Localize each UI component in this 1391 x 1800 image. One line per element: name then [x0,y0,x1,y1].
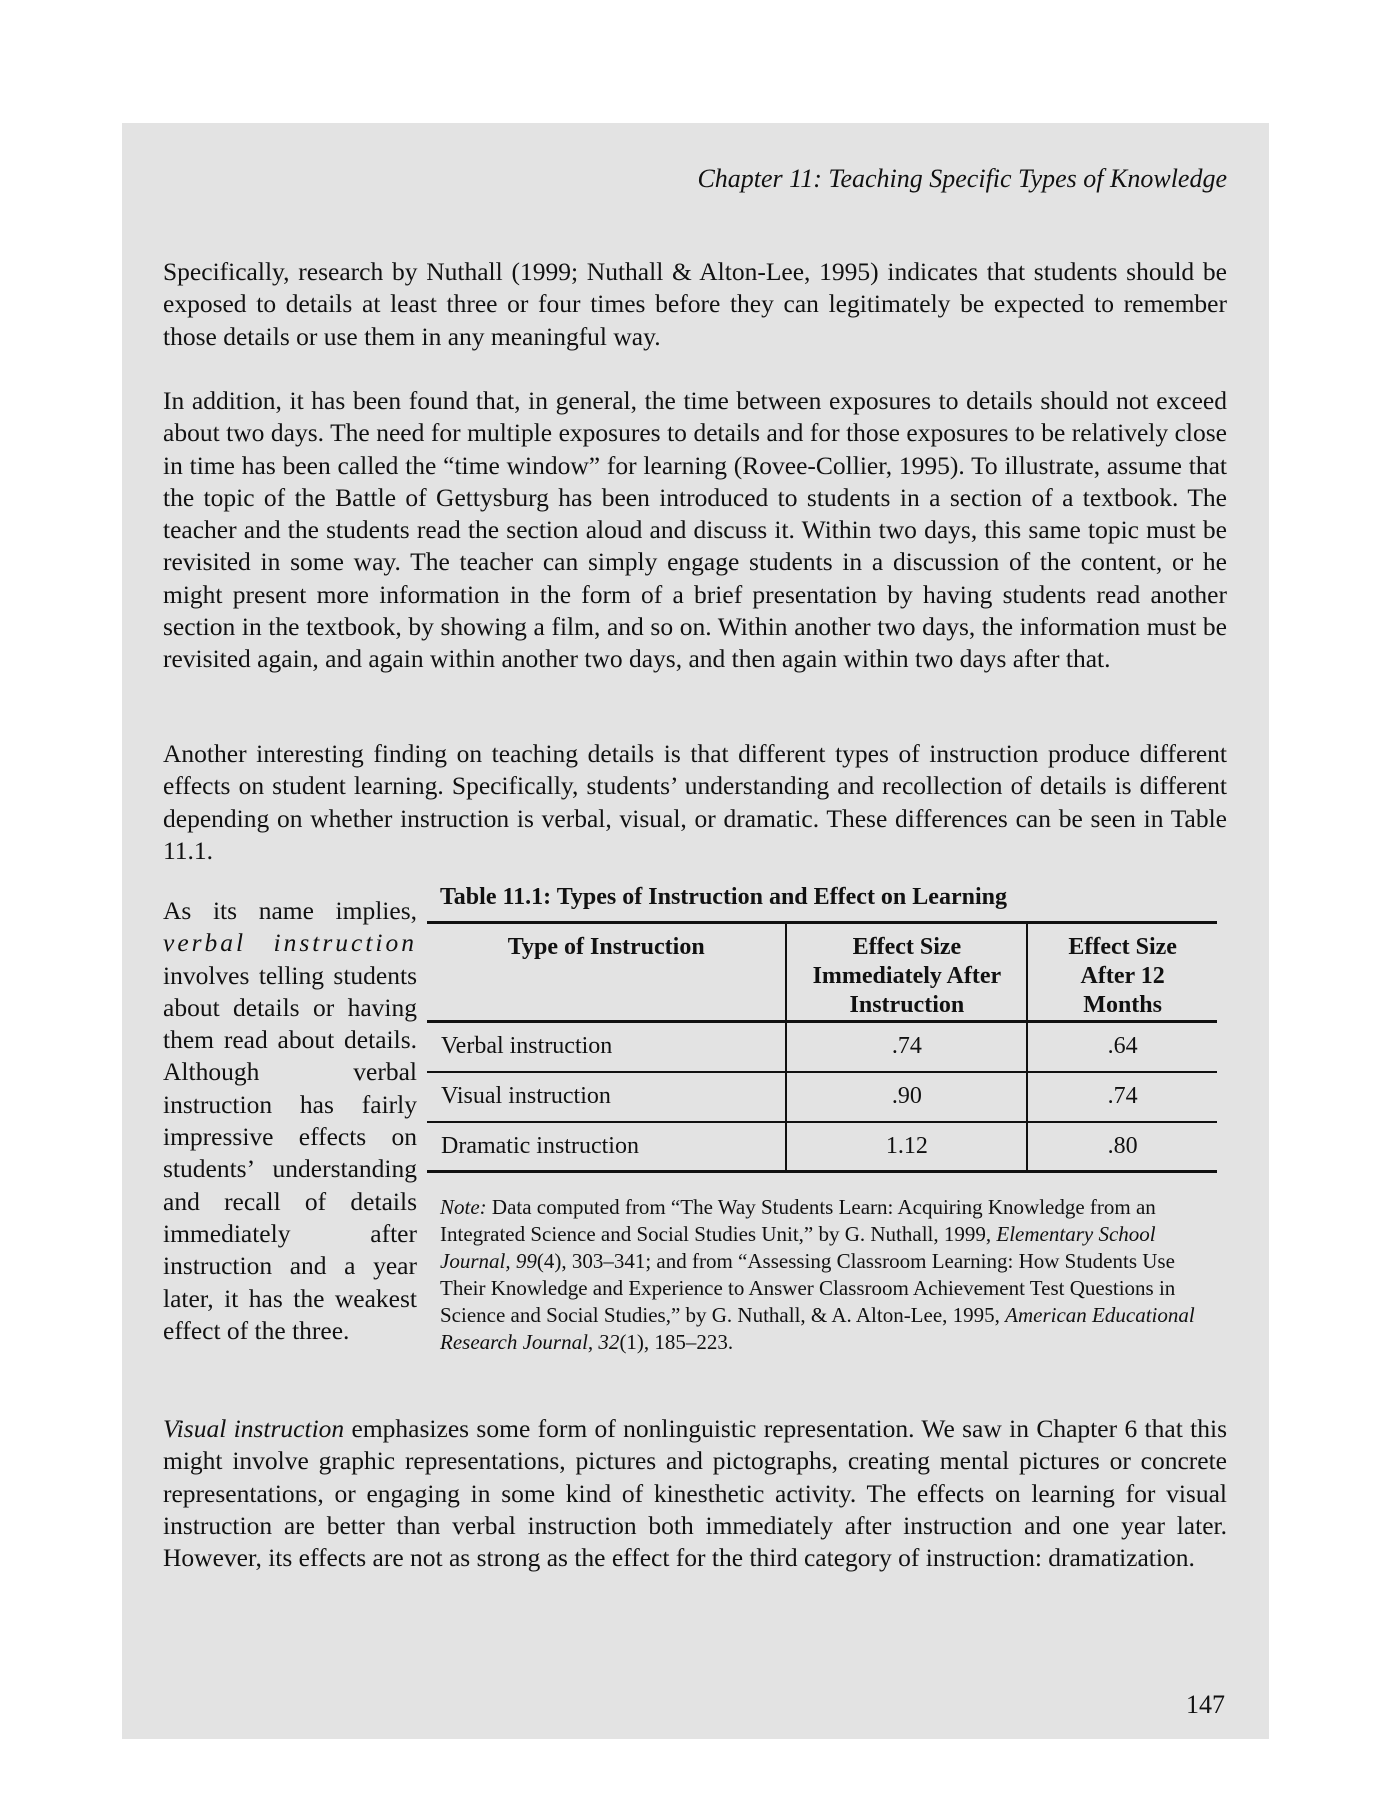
cell-after-12-months: .64 [1027,1022,1217,1072]
table-row [427,1072,1217,1122]
table-note: Note: Data computed from “The Way Students Learn: Acquiring Knowledge from an Integrated Science and Social Studies Unit,” by G. Nuthall, 1999, Elementary School Journal, 99(4), 303–341; and from “Assessing Classroom Learning: How Students Use Their Knowledge and Experience to Answer Classroom Achievement Test Questions in Science and Social Studies,” by G. Nuthall, & A. Alton-Lee, 1995, American Educational Research Journal, 32(1), 185–223. [440,1195,1195,1354]
journal-title-1: Elementary School Journal, 99 [440,1222,1156,1273]
sidebar-italic-term: verbal instruction [163,928,417,958]
table-header-row [427,923,1217,1022]
cell-immediate: .74 [786,1022,1027,1072]
table-caption: Table 11.1: Types of Instruction and Effect on Learning [440,884,1007,910]
sidebar-lead: As its name implies, [163,896,417,925]
journal-title-2: American Educational Research Journal, 32 [440,1303,1195,1354]
paragraph-2: In addition, it has been found that, in general, the time between exposures to details should not exceed about two days. The need for multiple exposures to details and for those exposures to be relatively close in time has been called the “time window” for learning (Rovee-Collier, 1995). To illustrate, assume that the topic of the Battle of Gettysburg has been introduced to students in a section of a textbook. The teacher and the students read the section aloud and discuss it. Within two days, this same topic must be revisited in some way. The teacher can simply engage students in a discussion of the content, or he might present more information in the form of a brief presentation by having students read another section in the textbook, by showing a film, and so on. Within another two days, the information must be revisited again, and again within another two days, and then again within two days after that. [163,386,1227,674]
cell-after-12-months: .74 [1027,1072,1217,1122]
cell-immediate: .90 [786,1072,1027,1122]
paragraph-4: Visual instruction emphasizes some form of nonlinguistic representation. We saw in Chapter 6 that this might involve graphic representations, pictures and pictographs, creating mental pictures or concrete representations, or engaging in some kind of kinesthetic activity. The effects on learning for visual instruction are better than verbal instruction both immediately after instruction and one year later. However, its effects are not as strong as the effect for the third category of instruction: dramatization. [163,1414,1228,1573]
cell-immediate: 1.12 [786,1122,1027,1172]
cell-type: Verbal instruction [441,1033,613,1060]
paragraph-3: Another interesting finding on teaching details is that different types of instruction produce different effects on student learning. Specifically, students’ understanding and recollection of details is different depending on whether instruction is verbal, visual, or dramatic. These differences can be seen in Table 11.1. [163,739,1227,865]
page-number: 147 [1186,1690,1225,1719]
cell-type: Dramatic instruction [441,1132,639,1159]
sidebar-paragraph [163,895,417,1347]
paragraph-1: Specifically, research by Nuthall (1999; Nuthall & Alton-Lee, 1995) indicates that students should be exposed to details at least three or four times before they can legitimately be expected to remember those details or use them in any meaningful way. [163,257,1227,351]
column-header-after-12-months: Effect Size After 12 Months [1027,923,1217,1022]
column-header-immediate: Effect Size Immediately After Instruction [786,923,1027,1022]
effect-size-table [427,921,1217,1173]
table-row [427,1122,1217,1172]
running-header: Chapter 11: Teaching Specific Types of Knowledge [697,164,1227,193]
sidebar-rest: involves telling students about details or having them read about details. Although verbal instruction has fairly impressive effects on students’ understanding and recall of details immediately after instruction and a year later, it has the weakest effect of the three. [163,960,417,1345]
term-visual-instruction: Visual instruction [163,1414,345,1443]
cell-after-12-months: .80 [1027,1122,1217,1172]
note-label: Note: [440,1195,487,1219]
table-row [427,1022,1217,1072]
column-header-type: Type of Instruction [507,934,705,960]
cell-type: Visual instruction [441,1083,611,1109]
